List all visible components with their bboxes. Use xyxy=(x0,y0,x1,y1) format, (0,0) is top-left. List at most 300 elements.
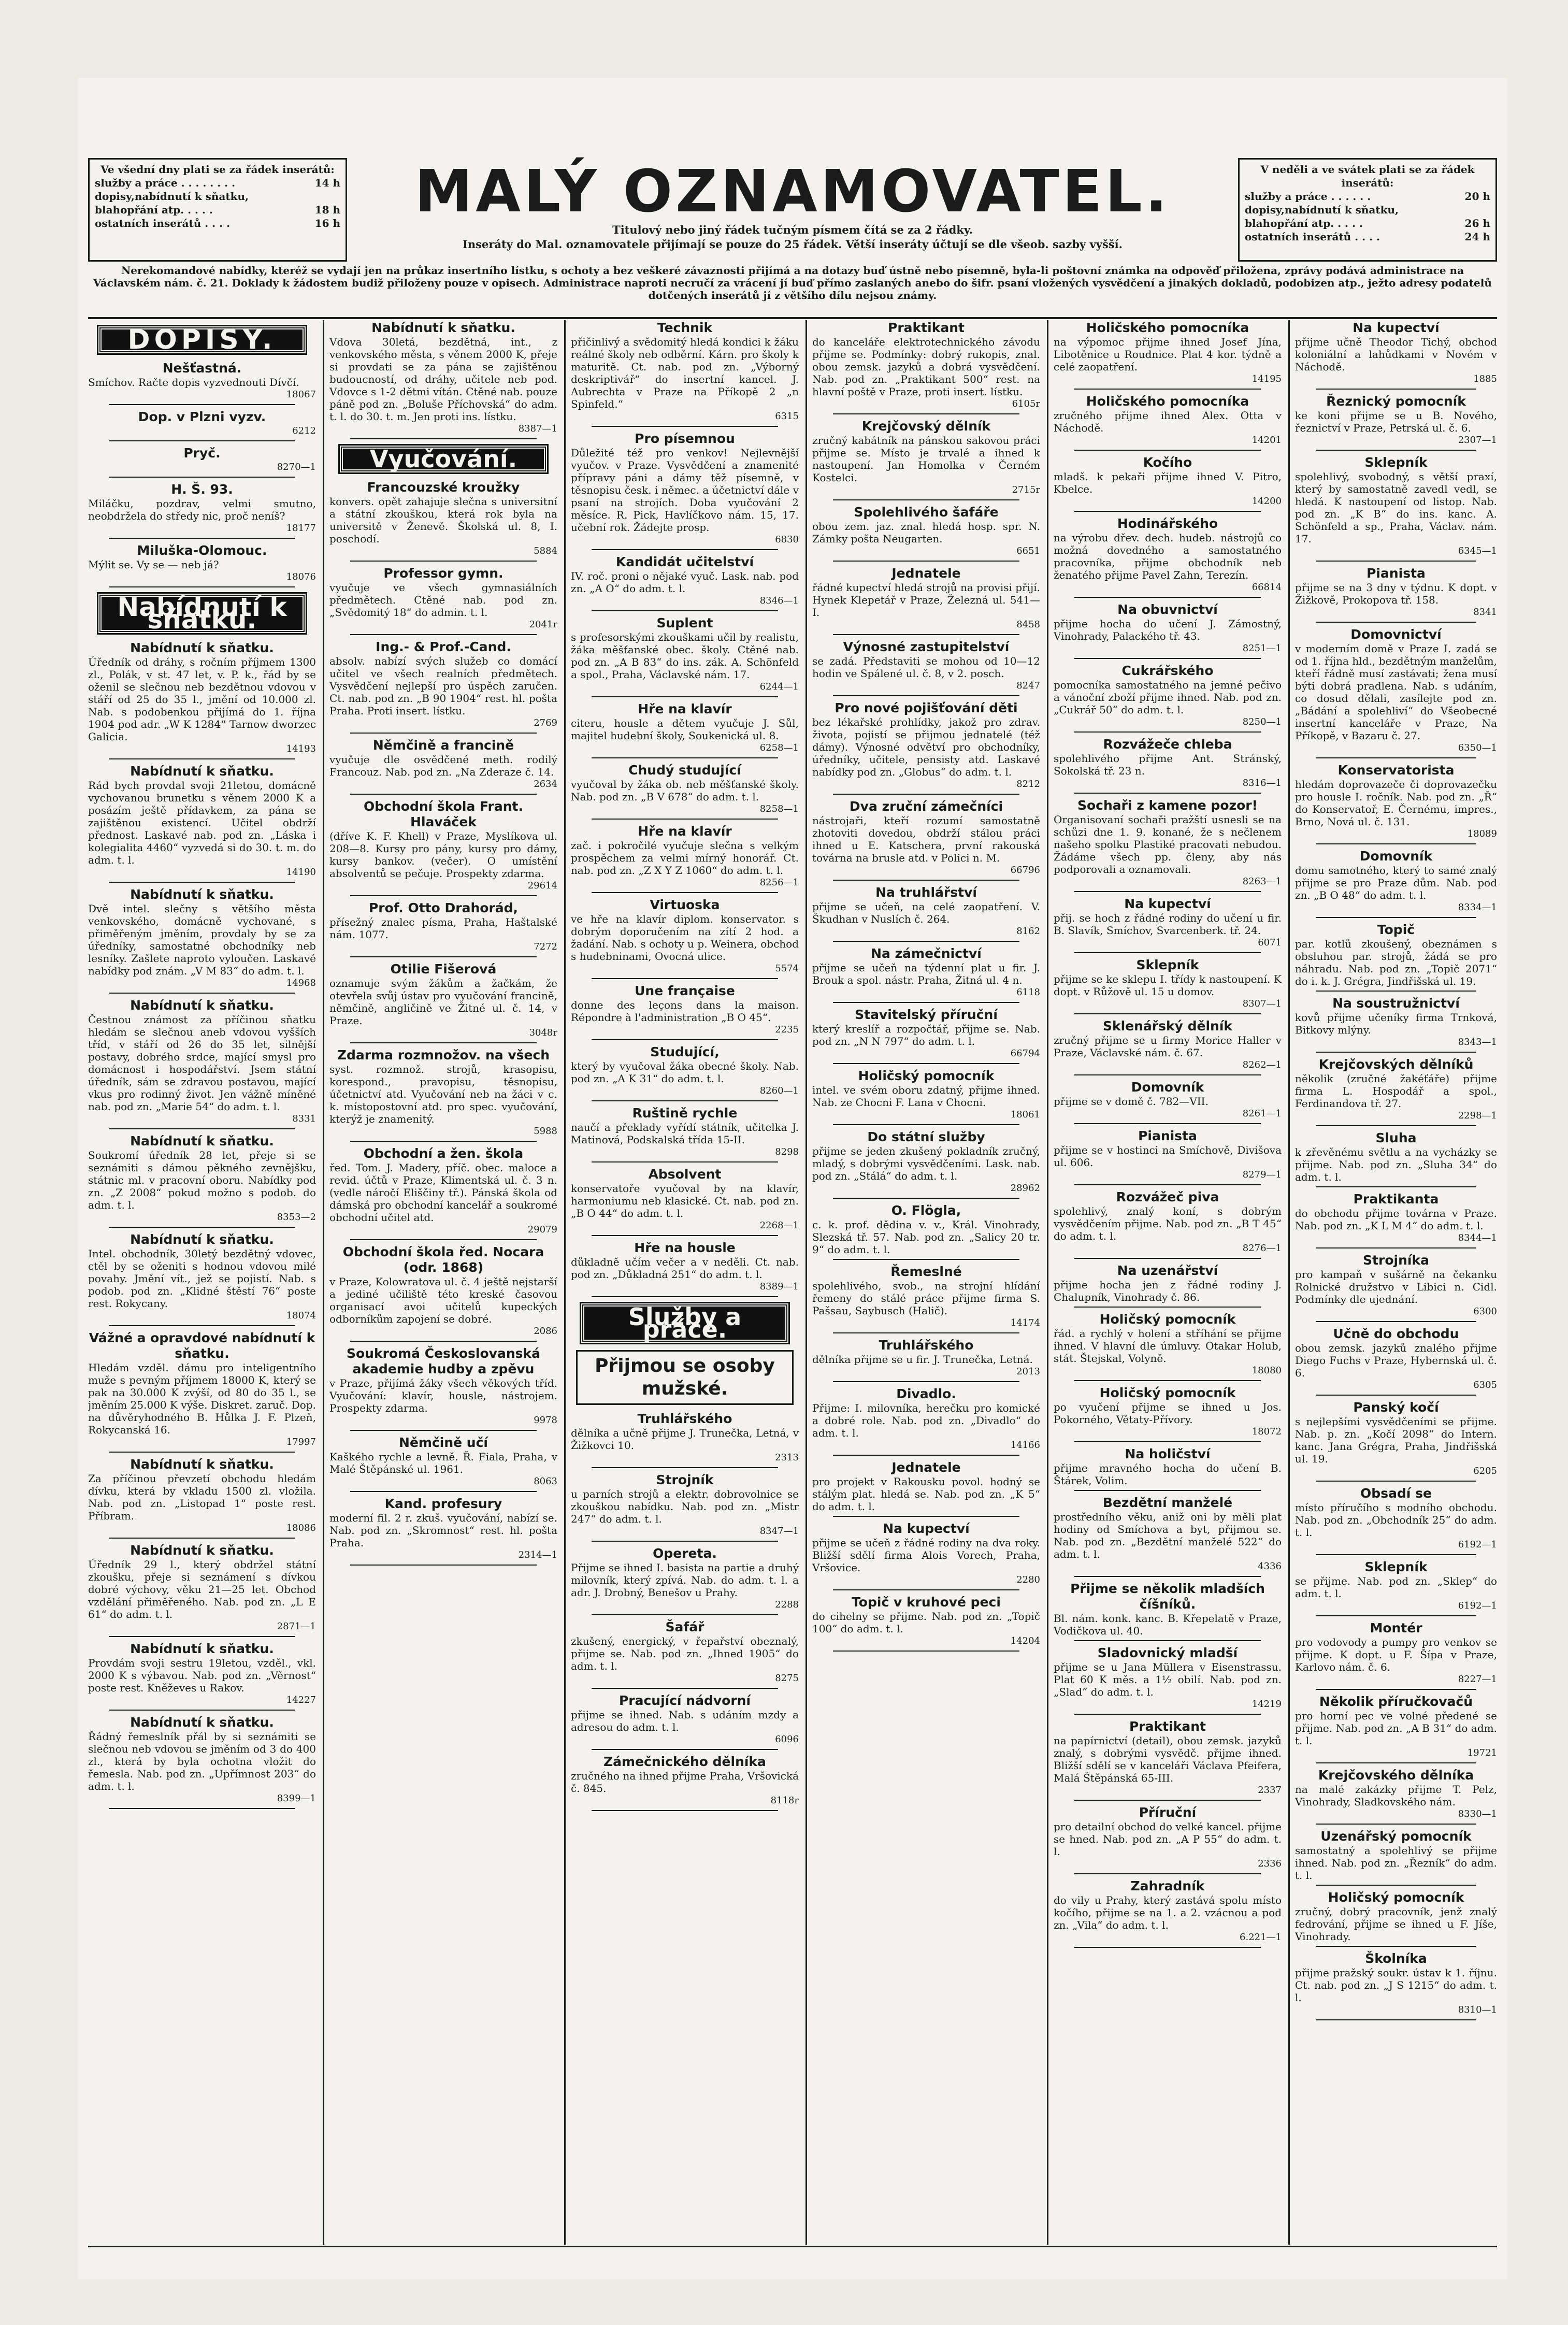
ad-number: 8270—1 xyxy=(277,462,316,472)
ad-divider xyxy=(1074,1013,1261,1014)
ad-divider xyxy=(350,1239,537,1240)
ad-number: 2337 xyxy=(1258,1785,1282,1796)
ad-heading: Prof. Otto Drahorád, xyxy=(368,900,519,915)
ad-heading: Dop. v Plzni vyzv. xyxy=(138,409,266,424)
ad-heading: Otilie Fišerová xyxy=(390,961,497,977)
ad-divider xyxy=(1316,1689,1476,1690)
ad-divider xyxy=(592,1161,778,1162)
ad-number: 2715r xyxy=(1012,484,1040,495)
ad-number: 4336 xyxy=(1258,1561,1282,1572)
ad-heading: Strojník xyxy=(656,1472,714,1487)
ad-divider xyxy=(1074,450,1261,451)
classified-ad xyxy=(1054,1385,1282,1442)
section-banner: Vyučování. xyxy=(340,446,547,472)
ad-body: Čestnou známost za příčinou sňatku hledám se slečnou aneb vdovou vyšších tříd, v stáří od 26 do 35 let, silnější postavy, dobrého srdce, mající smysl pro domácnost i hospodářství. Jsem státní úředník, sám se zdravou postavou, mající vkus pro rodinný život. Jen vážně míněné nab. pod zn. „Marie 54“ do adm. t. l. xyxy=(88,1013,316,1113)
ad-body: na výpomoc přijme ihned Josef Jína, Libotěnice u Roudnice. Plat 4 kor. týdně a celé zaopatření. xyxy=(1054,336,1282,373)
ad-number: 8279—1 xyxy=(1242,1169,1282,1180)
price-label: ostatních inserátů . . . . xyxy=(95,217,230,229)
classified-ad xyxy=(1054,663,1282,733)
ad-divider xyxy=(1074,389,1261,390)
ad-divider xyxy=(592,757,778,758)
ad-heading: Strojníka xyxy=(1363,1253,1429,1268)
ad-body: naučí a překlady vyřídí státník, učitelka J. Matinová, Podskalská třída 15-II. xyxy=(571,1121,799,1146)
ad-divider xyxy=(592,549,778,550)
ad-divider xyxy=(592,1039,778,1040)
ad-divider xyxy=(592,1810,778,1811)
classified-ad xyxy=(1054,1878,1282,1948)
ad-heading: Domovník xyxy=(1131,1080,1204,1095)
ad-divider xyxy=(592,426,778,427)
ad-heading: Divadlo. xyxy=(896,1386,956,1401)
classified-ad xyxy=(1295,996,1497,1053)
ad-body: vyučuje ve všech gymnasiálních předmětech. Ctěné nab. pod zn. „Svědomitý 18“ do admin. t. l. xyxy=(329,581,557,619)
classified-ad xyxy=(1295,922,1497,992)
ad-divider xyxy=(833,880,1019,881)
ad-divider xyxy=(1074,1490,1261,1491)
ad-body: Organisovaní sochaři pražští usnesli se na schůzi dne 1. 9. konané, že s nečlenem našeho spolku Plastiké pracovati nebudou. Žádáme všech pp. členy, aby nás podporovali a oznamovali. xyxy=(1054,813,1282,876)
ad-number: 8276—1 xyxy=(1242,1243,1282,1254)
classified-ad xyxy=(1054,1495,1282,1577)
ad-number: 8458 xyxy=(1016,619,1040,630)
ad-body: Hledám vzděl. dámu pro inteligentního muže s pevným příjmem 18000 K, který se pak na 30.000 K zvýší, od 80 do 35 l., se jměním 25.000 K výše. Diskret. zaruč. Dop. na důvěryhodného B. Hůlka J. F. Plzeň, Rokycanská 16. xyxy=(88,1361,316,1436)
ad-body: zač. i pokročilé vyučuje slečna s velkým prospěchem za velmi mírný honorář. Ct. nab. pod zn. „Z X Y Z 1060“ do adm. t. l. xyxy=(571,839,799,877)
ad-divider xyxy=(1074,597,1261,598)
classified-ad xyxy=(88,998,316,1129)
ad-body: spolehlivý, znalý koní, s dobrým vysvědčením přijme. Nab. pod zn. „B T 45“ do adm. t. l. xyxy=(1054,1205,1282,1242)
classified-ad xyxy=(812,1129,1040,1199)
ad-heading: Učně do obchodu xyxy=(1333,1326,1459,1341)
classified-ad xyxy=(571,615,799,697)
ad-divider xyxy=(833,1651,1019,1652)
classified-ad xyxy=(88,1330,316,1453)
ad-divider xyxy=(350,1341,537,1342)
ad-divider xyxy=(833,561,1019,562)
classified-ad xyxy=(1054,516,1282,598)
ad-divider xyxy=(592,1100,778,1101)
classified-ad xyxy=(812,885,1040,942)
ad-number: 6096 xyxy=(775,1734,799,1745)
ad-divider xyxy=(1316,1395,1476,1396)
ad-heading: Holičský pomocník xyxy=(1099,1385,1236,1400)
ad-divider xyxy=(592,1467,778,1468)
ad-number: 6244—1 xyxy=(759,681,799,692)
ad-divider xyxy=(109,1227,295,1228)
ad-number: 2298—1 xyxy=(1458,1110,1497,1121)
classified-ad xyxy=(812,1338,1040,1382)
ad-body: přijme mravného hocha do učení B. Štárek, Volim. xyxy=(1054,1462,1282,1487)
ad-body: do vily u Prahy, který zastává spolu místo kočího, přijme se na 1. a 2. vzácnou a pod zn. „Vila“ do adm. t. l. xyxy=(1054,1894,1282,1931)
ad-heading: Uzenářský pomocník xyxy=(1320,1829,1472,1844)
ad-heading: Pracující nádvorní xyxy=(618,1693,751,1708)
ad-divider xyxy=(109,1808,295,1809)
ad-divider xyxy=(1074,1258,1261,1259)
ad-body: přijme se na 3 dny v týdnu. K dopt. v Žižkově, Prokopova tř. 158. xyxy=(1295,581,1497,606)
ad-number: 29079 xyxy=(527,1224,557,1235)
ad-number: 18072 xyxy=(1251,1426,1282,1437)
ad-number: 8258—1 xyxy=(759,803,799,814)
ad-number: 1885 xyxy=(1473,374,1497,384)
ad-divider xyxy=(1316,991,1476,992)
ad-number: 5988 xyxy=(534,1126,557,1137)
ad-divider xyxy=(833,499,1019,500)
section-title: Přijmou se osoby mužské. xyxy=(576,1350,794,1405)
column-divider xyxy=(564,320,566,2245)
ad-body: zručného na ihned přijme Praha, Vršovická č. 845. xyxy=(571,1770,799,1795)
classified-ad xyxy=(1295,1400,1497,1482)
ad-body: přijme učně Theodor Tichý, obchod koloniální a lahůdkami v Novém v Náchodě. xyxy=(1295,336,1497,373)
classified-ad xyxy=(329,1244,557,1342)
classified-ad xyxy=(571,1106,799,1162)
ad-divider xyxy=(109,586,295,587)
ad-divider xyxy=(1074,1873,1261,1874)
price-label: dopisy,nabídnutí k sňatku, xyxy=(95,190,249,203)
ad-number: 6205 xyxy=(1473,1466,1497,1476)
ad-number: 8343—1 xyxy=(1458,1037,1497,1047)
ad-heading: Na holičství xyxy=(1125,1446,1211,1461)
classified-ad xyxy=(1054,602,1282,659)
classified-ad xyxy=(1295,1768,1497,1825)
ad-body: zručného přijme ihned Alex. Otta v Náchodě. xyxy=(1054,409,1282,434)
classified-ad xyxy=(1295,1253,1497,1322)
classified-ad xyxy=(571,1472,799,1542)
ad-heading: Une française xyxy=(635,983,735,998)
ad-heading: Krejčovského dělníka xyxy=(1318,1768,1474,1783)
ad-number: 18089 xyxy=(1467,828,1497,839)
ad-heading: Hře na klavír xyxy=(638,824,732,839)
ad-number: 14204 xyxy=(1010,1635,1040,1646)
ad-heading: Nabídnutí k sňatku. xyxy=(130,1543,274,1558)
ad-heading: Professor gymn. xyxy=(383,566,504,581)
classified-ad xyxy=(1054,1263,1282,1308)
ad-heading: Dva zruční zámečníci xyxy=(849,799,1003,814)
ad-divider xyxy=(592,819,778,820)
ad-number: 8344—1 xyxy=(1458,1232,1497,1243)
ad-divider xyxy=(592,1235,778,1236)
ad-divider xyxy=(1074,1074,1261,1075)
classified-ad xyxy=(812,320,1040,414)
ad-heading: Miluška-Olomouc. xyxy=(137,543,267,558)
classified-ad xyxy=(571,1240,799,1297)
ad-heading: Konservatorista xyxy=(1337,763,1455,778)
classified-ad xyxy=(812,1068,1040,1125)
ad-body: zkušený, energický, v řepařství obeznalý, přijme se. Nab. pod zn. „Ihned 1905“ do adm. t. l. xyxy=(571,1635,799,1672)
ad-body: domu samotného, který to samé znalý přijme se pro Praze dům. Nab. pod zn. „B O 48“ do adm. t. l. xyxy=(1295,864,1497,901)
classified-ad xyxy=(1295,1694,1497,1763)
classified-ad xyxy=(1295,1951,1497,2020)
ad-heading: Pro písemnou xyxy=(635,431,735,446)
ad-heading: Francouzské kroužky xyxy=(367,480,520,495)
classified-ad xyxy=(571,824,799,893)
ad-number: 8118r xyxy=(770,1795,799,1806)
classified-ad xyxy=(1295,763,1497,844)
ad-body: přij. se hoch z řádné rodiny do učení u fir. B. Slavík, Smíchov, Svarcenberk. tř. 24. xyxy=(1054,912,1282,937)
ad-number: 6305 xyxy=(1473,1380,1497,1390)
price-label: služby a práce . . . . . . xyxy=(1245,190,1371,203)
ad-divider xyxy=(350,1141,537,1142)
ad-body: obou zemsk. jazyků znalého přijme Diego Fuchs v Praze, Hybernská ul. č. 6. xyxy=(1295,1342,1497,1379)
ad-heading: H. Š. 93. xyxy=(171,482,233,497)
ad-divider xyxy=(833,1455,1019,1456)
ad-heading: Na kupectví xyxy=(883,1521,970,1536)
ad-number: 8353—2 xyxy=(277,1212,316,1223)
ad-number: 2268—1 xyxy=(759,1220,799,1231)
ad-heading: Sochaři z kamene pozor! xyxy=(1077,798,1258,813)
ad-body: několik (zručné žakéťáře) přijme firma L. Hospodář a spol., Ferdinandova tř. 27. xyxy=(1295,1072,1497,1110)
ad-body: par. kotlů zkoušený, obeznámen s obsluhou par. strojů, žádá se pro náhradu. Nab. pod zn. „Topič 2071“ do i. k. J. Grégra, Jindřišská ul. 19. xyxy=(1295,938,1497,987)
classified-ad xyxy=(812,505,1040,562)
ad-number: 66814 xyxy=(1251,582,1282,593)
ad-number: 6315 xyxy=(775,411,799,422)
ad-heading: Řeznický pomocník xyxy=(1326,394,1466,409)
ad-heading: Hře na housle xyxy=(634,1240,736,1255)
ad-heading: Sklenářský dělník xyxy=(1102,1018,1233,1034)
ad-body: přijme se učeň na týdenní plat u fir. J. Brouk a spol. nástr. Praha, Žitná ul. 4 n. xyxy=(812,961,1040,986)
ad-heading: Chudý studující xyxy=(628,763,741,778)
ad-body: do cihelny se přijme. Nab. pod zn. „Topič 100“ do adm. t. l. xyxy=(812,1610,1040,1635)
ad-body: který kreslíř a rozpočtář, přijme se. Nab. pod zn. „N N 797“ do adm. t. l. xyxy=(812,1023,1040,1047)
ad-heading: Ruštině rychle xyxy=(632,1106,738,1121)
ad-heading: Na uzenářství xyxy=(1117,1263,1218,1278)
ad-body: se zadá. Představiti se mohou od 10—12 hodin ve Spálené ul. č. 8, v 2. posch. xyxy=(812,655,1040,680)
ad-body: přijme se učeň z řádné rodiny na dva roky. Bližší sdělí firma Alois Vorech, Praha, Vršovice. xyxy=(812,1537,1040,1574)
ad-body: spolehlivého přijme Ant. Stránský, Sokolská tř. 23 n. xyxy=(1054,752,1282,777)
ad-body: Dvě intel. slečny s většího města venkovského, domácně vychované, s přiměřeným jměním, provdaly by se za úředníky, samostatné obchodníky neb lesníky. Zašlete naproto vyloučen. Laskavé nabídky pod znám. „V M 83“ do adm. t. l. xyxy=(88,902,316,977)
ad-heading: Nabídnutí k sňatku. xyxy=(130,1641,274,1656)
price-label: blahopřání atp. . . . . xyxy=(95,204,213,216)
ad-heading: Suplent xyxy=(656,615,713,630)
ad-number: 2634 xyxy=(534,779,557,790)
ad-heading: Nabídnutí k sňatku. xyxy=(130,1133,274,1149)
ad-heading: Přijme se několik mladších číšníků. xyxy=(1070,1581,1265,1612)
classified-ad xyxy=(88,446,316,478)
ad-body: Přijme se ihned I. basista na partie a druhý milovník, který zpívá. Nab. do adm. t. l. a adr. J. Drobný, Benešov u Prahy. xyxy=(571,1561,799,1599)
ad-number: 6258—1 xyxy=(759,742,799,753)
ad-heading: Holičského pomocníka xyxy=(1086,394,1249,409)
ad-heading: Domovnictví xyxy=(1350,627,1442,642)
ad-heading: Řemeslné xyxy=(890,1264,962,1279)
ad-number: 2288 xyxy=(775,1599,799,1610)
page-title: MALÝ OZNAMOVATEL. xyxy=(414,158,1171,225)
classified-ad xyxy=(329,1496,557,1566)
ad-heading: Soukromá Českoslovanská akademie hudby a zpěvu xyxy=(346,1346,540,1376)
price-label: dopisy,nabídnutí k sňatku, xyxy=(1245,204,1399,216)
ad-heading: Krejčovských dělníků xyxy=(1318,1057,1474,1072)
ad-number: 6.221—1 xyxy=(1240,1932,1282,1943)
ad-heading: Bezdětní manželé xyxy=(1102,1495,1233,1510)
classified-ad xyxy=(571,1693,799,1750)
ad-body: přísežný znalec písma, Praha, Haštalské nám. 1077. xyxy=(329,916,557,941)
weekday-price-box xyxy=(88,158,347,262)
ad-heading: Zahradník xyxy=(1130,1878,1205,1893)
classified-ad xyxy=(329,738,557,795)
classified-ad xyxy=(88,1232,316,1326)
ad-heading: Nešťastná. xyxy=(162,361,242,376)
masthead xyxy=(357,158,1228,262)
ad-divider xyxy=(1316,1186,1476,1187)
classified-ad xyxy=(812,946,1040,1003)
ad-heading: Na obuvnictví xyxy=(1117,602,1218,617)
ad-heading: Obchodní a žen. škola xyxy=(363,1146,524,1161)
classified-ad xyxy=(571,1754,799,1811)
column-divider xyxy=(1288,320,1290,2245)
price-label: ostatních inserátů . . . . xyxy=(1245,231,1380,243)
classified-ad xyxy=(812,419,1040,500)
ad-number: 18177 xyxy=(286,523,316,534)
ad-body: Za příčinou převzetí obchodu hledám dívku, která by vkladu 1500 zl. vložila. Nab. pod zn. „Listopad 1“ poste rest. Příbram. xyxy=(88,1472,316,1522)
ad-body: přijme pražský soukr. ústav k 1. říjnu. Ct. nab. pod zn. „J S 1215“ do adm. t. l. xyxy=(1295,1967,1497,2004)
column-divider xyxy=(323,320,324,2245)
classified-ad xyxy=(329,1435,557,1492)
masthead-subtitle: Titulový nebo jiný řádek tučným písmem čítá se za 2 řádky. xyxy=(612,223,973,236)
ad-body: přijme se jeden zkušený pokladník zručný, mladý, s dobrými vysvědčeními. Lask. nab. pod zn. „Stálá“ do adm. t. l. xyxy=(812,1145,1040,1182)
ad-heading: Do státní služby xyxy=(867,1129,985,1144)
ad-divider xyxy=(833,413,1019,414)
column-divider xyxy=(1047,320,1048,2245)
classified-ad xyxy=(1054,1446,1282,1491)
ad-number: 8298 xyxy=(775,1146,799,1157)
ad-divider xyxy=(592,1614,778,1615)
classified-ad xyxy=(329,639,557,734)
ad-number: 6350—1 xyxy=(1458,742,1497,753)
ad-body: c. k. prof. dědina v. v., Král. Vinohrady, Slezská tř. 57. Nab. pod zn. „Salicy 20 tr. 9“ do adm. t. l. xyxy=(812,1218,1040,1256)
ad-body: pro projekt v Rakousku povol. hodný se stálým plat. hledá se. Nab. pod zn. „K 5“ do adm. t. l. xyxy=(812,1475,1040,1513)
classified-ad xyxy=(571,983,799,1040)
ad-divider xyxy=(833,1381,1019,1382)
ad-number: 8251—1 xyxy=(1242,643,1282,654)
ad-body: IV. roč. proni o nějaké vyuč. Lask. nab. pod zn. „A O“ do adm. t. l. xyxy=(571,570,799,595)
ad-heading: Kand. profesury xyxy=(384,1496,502,1511)
ad-heading: Obsadí se xyxy=(1360,1486,1432,1501)
classified-ad xyxy=(812,639,1040,696)
ad-heading: Stavitelský příruční xyxy=(855,1007,998,1022)
price-value: 24 h xyxy=(1464,231,1490,243)
ad-heading: Absolvent xyxy=(648,1167,722,1182)
classified-ad xyxy=(1295,1057,1497,1126)
ad-body: Vdova 30letá, bezdětná, int., z venkovského města, s věnem 2000 K, přeje si provdati se za pána se zajištěnou budoucností, od dráhy, učitele neb pod. Vdovce s 1-2 dětmi vítán. Ctěné nab. pouze páně pod zn. „Boluše Příchovská“ do adm. t. l. do 30. t. m. Jen proti ins. lístku. xyxy=(329,336,557,423)
ad-divider xyxy=(1316,1946,1476,1947)
header-rule xyxy=(88,317,1497,319)
ad-heading: Krejčovský dělník xyxy=(861,419,991,434)
ad-number: 17997 xyxy=(286,1437,316,1447)
ad-number: 6071 xyxy=(1258,937,1282,948)
classified-ad xyxy=(1054,1080,1282,1124)
classified-ad xyxy=(1295,394,1497,451)
ad-divider xyxy=(833,1198,1019,1199)
ad-heading: Sklepník xyxy=(1364,455,1428,470)
classified-ad xyxy=(1054,1645,1282,1715)
ad-heading: Na truhlářství xyxy=(875,885,977,900)
ad-divider xyxy=(592,610,778,611)
classified-ad xyxy=(812,1203,1040,1260)
ad-number: 8307—1 xyxy=(1242,998,1282,1009)
ad-divider xyxy=(109,1710,295,1711)
ad-number: 8310—1 xyxy=(1458,2004,1497,2015)
classified-ad xyxy=(88,1133,316,1228)
ad-number: 2235 xyxy=(775,1024,799,1035)
classified-ad xyxy=(88,640,316,759)
ad-number: 6192—1 xyxy=(1458,1539,1497,1550)
column-4 xyxy=(812,320,1040,2245)
ad-body: ke koni přijme se u B. Nového, řeznictví v Praze, Petrská ul. č. 6. xyxy=(1295,409,1497,434)
classified-ad xyxy=(329,566,557,635)
ad-number: 8341 xyxy=(1473,607,1497,618)
price-value: 16 h xyxy=(314,217,340,229)
column-divider xyxy=(805,320,807,2245)
ad-heading: Několik příručkovačů xyxy=(1319,1694,1473,1709)
ad-number: 8347—1 xyxy=(759,1526,799,1537)
ad-divider xyxy=(1316,1247,1476,1248)
ad-body: intel. ve svém oboru zdatný, přijme ihned. Nab. ze Chocni F. Lana v Chocni. xyxy=(812,1084,1040,1109)
classified-ad xyxy=(1295,1486,1497,1555)
ad-heading: Němčině a francině xyxy=(372,738,514,753)
ad-body: kovů přijme učeníky firma Trnková, Bitkovy mlýny. xyxy=(1295,1011,1497,1036)
ad-number: 6300 xyxy=(1473,1306,1497,1317)
ad-body: místo příručího s modního obchodu. Nab. pod zn. „Obchodník 25“ do adm. t. l. xyxy=(1295,1501,1497,1539)
classified-ad xyxy=(571,1044,799,1101)
classified-ad xyxy=(1054,798,1282,892)
ad-number: 18061 xyxy=(1010,1109,1040,1120)
classified-ad xyxy=(88,764,316,883)
ad-body: spolehlivý, svobodný, s větší praxí, který by samostatně zavedl vedl, se hledá. K nastoupení od listop. Nab. pod zn. „K B“ do ins. kanc. A. Schönfeld a sp., Praha, Václav. nám. 17. xyxy=(1295,470,1497,545)
ad-number: 2314—1 xyxy=(518,1549,557,1560)
ad-heading: Jednatele xyxy=(891,566,961,581)
classified-ad xyxy=(88,1457,316,1539)
ad-columns xyxy=(88,320,1497,2245)
ad-body: přijme hocha do učení J. Zámostný, Vinohrady, Palackého tř. 43. xyxy=(1054,618,1282,642)
ad-divider xyxy=(1316,1762,1476,1763)
ad-divider xyxy=(1316,1481,1476,1482)
classified-ad xyxy=(571,554,799,611)
ad-body: přijme se ke sklepu I. třídy k nastoupení. K dopt. v Růžově ul. 15 u domov. xyxy=(1054,973,1282,998)
ad-number: 14166 xyxy=(1010,1440,1040,1451)
ad-heading: Hře na klavír xyxy=(638,701,732,716)
ad-number: 14195 xyxy=(1251,374,1282,384)
ad-body: Řádný řemeslník přál by si seznámiti se slečnou neb vdovou se jměním od 3 do 400 zl., která by byla ochotna vložit do řemesla. Nab. pod zn. „Upřímnost 203“ do adm. t. l. xyxy=(88,1730,316,1792)
ad-number: 8247 xyxy=(1016,680,1040,691)
ad-heading: Kočího xyxy=(1143,455,1192,470)
ad-body: (dříve K. F. Khell) v Praze, Myslíkova ul. 208—8. Kursy pro pány, kursy pro dámy, kursy bankov. (večer). O umístění absolventů se pečuje. Prospekty zdarma. xyxy=(329,830,557,880)
ad-body: Smíchov. Račte dopis vyzvednouti Dívčí. xyxy=(88,376,299,389)
ad-divider xyxy=(833,1259,1019,1260)
ad-divider xyxy=(1074,793,1261,794)
ad-heading: Holičský pomocník xyxy=(1099,1312,1236,1327)
classified-ad xyxy=(812,700,1040,795)
classified-ad xyxy=(1054,957,1282,1014)
ad-heading: Studující, xyxy=(650,1044,720,1059)
ad-number: 14219 xyxy=(1251,1699,1282,1710)
ad-heading: Na soustružnictví xyxy=(1332,996,1460,1011)
ad-heading: Panský kočí xyxy=(1353,1400,1439,1415)
ad-heading: Pro nové pojišťování děti xyxy=(835,700,1018,715)
ad-number: 8260—1 xyxy=(759,1085,799,1096)
ad-body: Intel. obchodník, 30letý bezdětný vdovec, ctěl by se oženiti s hodnou vdovou milé povahy. Jmění vít., jež se pojistí. Nab. s podob. pod zn. „Klidné štěstí 76“ poste rest. Rokycany. xyxy=(88,1247,316,1310)
ad-heading: Zámečnického dělníka xyxy=(603,1754,766,1769)
ad-body: zručný, dobrý pracovník, jenž znalý fedrování, přijme se ihned u F. Jíše, Vinohrady. xyxy=(1295,1905,1497,1943)
classified-ad xyxy=(329,961,557,1043)
ad-heading: Praktikant xyxy=(888,320,965,335)
ad-heading: Truhlářského xyxy=(637,1411,732,1426)
ad-number: 3048r xyxy=(529,1027,557,1038)
ad-divider xyxy=(1316,757,1476,758)
ad-divider xyxy=(592,1749,778,1750)
ad-number: 8063 xyxy=(534,1476,557,1487)
ad-number: 8263—1 xyxy=(1242,876,1282,887)
ad-number: 7272 xyxy=(534,941,557,952)
classified-ad xyxy=(812,1007,1040,1064)
classified-ad xyxy=(571,763,799,820)
ad-divider xyxy=(109,882,295,883)
ad-body: citeru, housle a dětem vyučuje J. Sůl, majitel hudební školy, Soukenická ul. 8. xyxy=(571,717,799,742)
